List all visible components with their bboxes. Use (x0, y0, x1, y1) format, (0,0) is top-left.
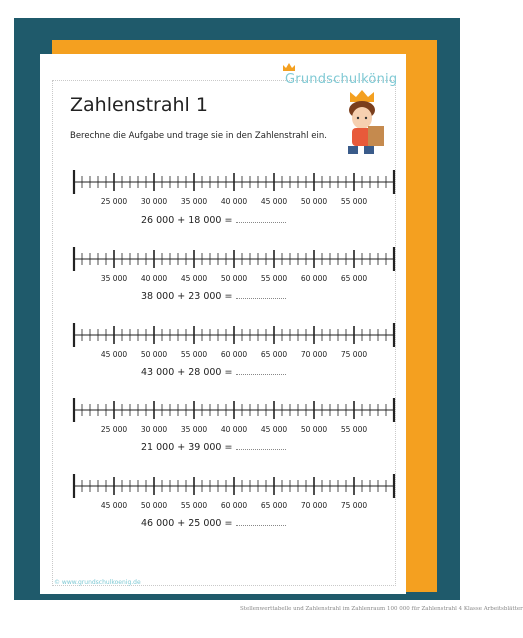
answer-blank-3[interactable] (236, 374, 286, 375)
tick-label: 60 000 (220, 350, 248, 359)
tick-label: 55 000 (340, 197, 368, 206)
tick-label: 70 000 (300, 350, 328, 359)
task-2-text: 38 000 + 23 000 = (141, 291, 233, 302)
answer-blank-2[interactable] (236, 298, 286, 299)
tick-label: 55 000 (180, 350, 208, 359)
tick-label: 55 000 (180, 501, 208, 510)
number-line-5 (60, 470, 400, 510)
tick-label: 25 000 (100, 425, 128, 434)
tick-label: 60 000 (300, 274, 328, 283)
task-5-text: 46 000 + 25 000 = (141, 518, 233, 529)
task-1-text: 26 000 + 18 000 = (141, 215, 233, 226)
tick-label: 50 000 (140, 501, 168, 510)
footer-url: © www.grundschulkoenig.de (54, 579, 141, 586)
tick-label: 50 000 (300, 425, 328, 434)
image-caption: Stellenwerttabelle und Zahlenstrahl im Zahlenraum 100 000 für Zahlenstrahl 4 Klasse Arbeitsblätter (240, 606, 523, 612)
number-line-2 (60, 243, 400, 283)
king-kid-illustration (334, 88, 390, 158)
tick-label: 55 000 (260, 274, 288, 283)
tick-label: 75 000 (340, 501, 368, 510)
answer-blank-5[interactable] (236, 525, 286, 526)
task-3-text: 43 000 + 28 000 = (141, 367, 233, 378)
tick-label: 50 000 (220, 274, 248, 283)
tick-label: 45 000 (100, 501, 128, 510)
task-1 (141, 215, 286, 226)
tick-label: 75 000 (340, 350, 368, 359)
instruction: Berechne die Aufgabe und trage sie in den Zahlenstrahl ein. (70, 131, 327, 141)
answer-blank-1[interactable] (236, 222, 286, 223)
tick-label: 40 000 (220, 197, 248, 206)
tick-label: 45 000 (180, 274, 208, 283)
tick-label: 30 000 (140, 425, 168, 434)
task-5 (141, 518, 286, 529)
tick-label: 35 000 (180, 197, 208, 206)
number-line-4 (60, 394, 400, 434)
crown-icon (282, 62, 296, 72)
number-line-1 (60, 166, 400, 206)
tick-label: 30 000 (140, 197, 168, 206)
page-title: Zahlenstrahl 1 (70, 94, 208, 116)
tick-label: 55 000 (340, 425, 368, 434)
tick-label: 65 000 (340, 274, 368, 283)
tick-label: 65 000 (260, 350, 288, 359)
tick-label: 40 000 (140, 274, 168, 283)
tick-label: 45 000 (260, 197, 288, 206)
tick-label: 40 000 (220, 425, 248, 434)
tick-label: 70 000 (300, 501, 328, 510)
tick-label: 60 000 (220, 501, 248, 510)
tick-label: 65 000 (260, 501, 288, 510)
tick-label: 45 000 (100, 350, 128, 359)
task-4-text: 21 000 + 39 000 = (141, 442, 233, 453)
tick-label: 45 000 (260, 425, 288, 434)
tick-label: 35 000 (100, 274, 128, 283)
answer-blank-4[interactable] (236, 449, 286, 450)
task-2 (141, 291, 286, 302)
logo: Grundschulkönig (285, 72, 398, 87)
number-line-3 (60, 319, 400, 359)
tick-label: 35 000 (180, 425, 208, 434)
task-3 (141, 367, 286, 378)
tick-label: 50 000 (300, 197, 328, 206)
tick-label: 50 000 (140, 350, 168, 359)
task-4 (141, 442, 286, 453)
tick-label: 25 000 (100, 197, 128, 206)
